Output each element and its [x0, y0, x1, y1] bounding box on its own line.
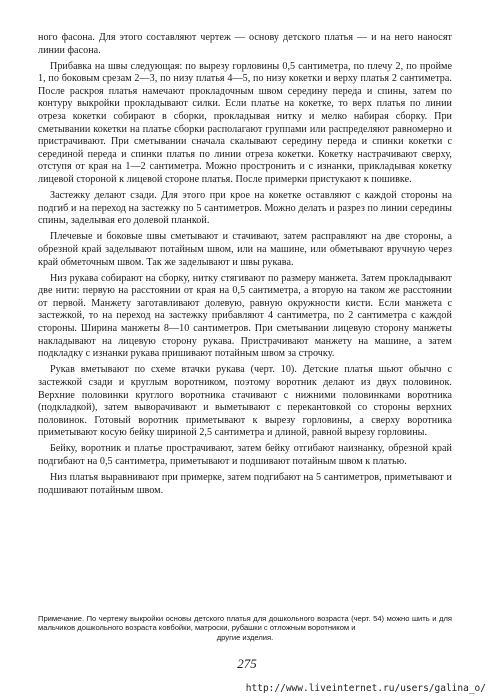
body-text: [38, 32, 452, 501]
paragraph: ного фасона. Для этого составляют чертеж — основу детского платья — и на него наносят линии фасона.: [38, 32, 452, 56]
footnote-text-end: другие изделия.: [216, 632, 274, 642]
footnote: [38, 614, 452, 642]
source-url: http://www.liveinternet.ru/users/galina_o/: [245, 683, 486, 694]
paragraph: Плечевые и боковые швы сметывают и стачивают, затем расправляют на две стороны, а обрезной край заделывают потайным швом, или на машине, или обметывают вручную через край обметочным швом. Так же заделывают и швы рукава.: [38, 231, 452, 268]
paragraph: Бейку, воротник и платье прострачивают, затем бейку отгибают наизнанку, обрезной край подгибают на 0,5 сантиметра, приметывают и подшивают потайным швом к платью.: [38, 443, 452, 467]
footnote-text: Примечание. По чертежу выкройки основы детского платья для дошкольного возраста (черт. 54) можно шить и для мальчиков дошкольного возраста ковбойки, матроски, рубашки с отложным воротником и: [38, 614, 452, 633]
paragraph: Прибавка на швы следующая: по вырезу горловины 0,5 сантиметра, по плечу 2, по пройме 1, по боковым срезам 2—3, по низу платья 4—5, по низу кокетки и верху платья 2 сантиметра. После раскроя платья намечают прокладочным швом середину переда и спины, затем по контуру выкройки прокладывают силки. Если платье на кокетке, то верх платья по линии отреза кокетки собирают в сборки, прокладывая нитку и мелко набирая сборку. При сметывании кокетки на платье сборки располагают группами или распределяют равномерно и пристрачивают. При сметывании сначала скалывают середину переда и спинки кокетки с серединой переда и спинки платья по линии отреза кокетки. Кокетку настрачивают сверху, отступя от края на 1—2 сантиметра. Можно простронить и с изнанки, прикладывая кокетку лицевой стороной к лицевой стороне платья. После примерки пристукают к пошивке.: [38, 60, 452, 186]
paragraph: Низ платья выравнивают при примерке, затем подгибают на 5 сантиметров, приметывают и подшивают потайным швом.: [38, 472, 452, 496]
page-number: 275: [237, 656, 257, 671]
paragraph: Застежку делают сзади. Для этого при крое на кокетке оставляют с каждой стороны на подгиб и на переход на застежку по 5 сантиметров. Можно делать и разрез по линии середины спины, заделывая его долевой планкой.: [38, 190, 452, 227]
paragraph: Рукав вметывают по схеме втачки рукава (черт. 10). Детские платья шьют обычно с застежкой сзади и круглым воротником, поэтому воротник делают из двух половинок. Верхние половинки круглого воротника стачивают с нижними половинками воротника (подкладкой), затем выворачивают и выметывают с перекантовкой со стороны верхних половинок. Готовый воротник приметывают к вырезу горловины, а сверху воротника приметывают косую бейку шириной 2,5 сантиметра и длиной, равной вырезу горловины.: [38, 364, 452, 439]
paragraph: Низ рукава собирают на сборку, нитку стягивают по размеру манжета. Затем прокладывают две нити: первую на расстоянии от края на 0,5 сантиметра, а вторую на таком же расстоянии от первой. Манжету заготавливают долевую, равную окружности кисти. Если манжета с застежкой, то на переход на застежку прибавляют 4 сантиметра, по 2 сантиметра с каждой стороны. Ширина манжеты 8—10 сантиметров. При сметывании лицевую сторону манжеты накладывают на лицевую сторону рукава. Пристрачивают манжету на машине, а затем подкладку с изнанки рукава пришивают потайным швом за строчку.: [38, 272, 452, 360]
